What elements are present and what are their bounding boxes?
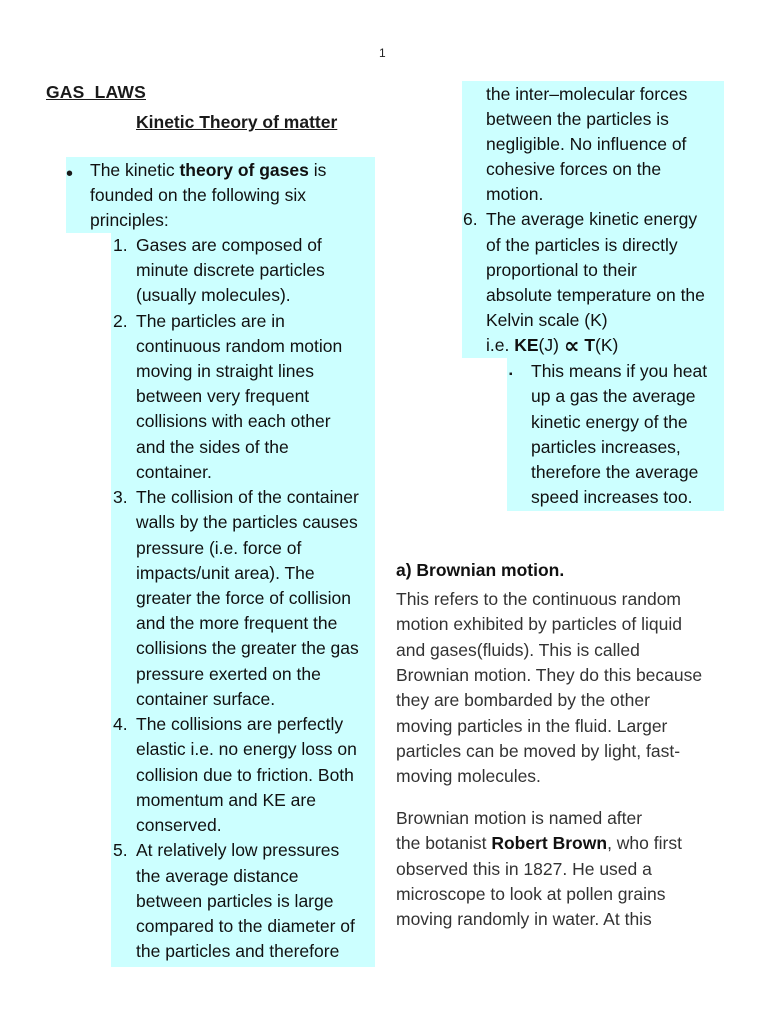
brownian-para-line: observed this in 1827. He used a	[396, 859, 652, 879]
principle-number: 4.	[113, 714, 128, 734]
brownian-para-line: moving molecules.	[396, 766, 541, 786]
principle-number: 6.	[463, 209, 478, 229]
brownian-para-line: Brownian motion. They do this because	[396, 665, 703, 685]
principle-line: moving in straight lines	[136, 361, 314, 381]
square-bullet-icon: ▪	[509, 369, 513, 380]
continued-line: negligible. No influence of	[486, 134, 687, 154]
principle-line: and the more frequent the	[136, 613, 338, 633]
principle-line: (usually molecules).	[136, 285, 291, 305]
principle-line: elastic i.e. no energy loss on	[136, 739, 357, 759]
principle-line: The collision of the container	[136, 487, 359, 507]
brownian-para-line: particles can be moved by light, fast-	[396, 741, 681, 761]
proportional-symbol-icon: ∝	[563, 333, 580, 358]
principle-line: absolute temperature on the	[486, 285, 705, 305]
principle-number: 2.	[113, 311, 128, 331]
continued-line: cohesive forces on the	[486, 159, 662, 179]
sub-bullet-line: particles increases,	[531, 437, 681, 457]
principle-line: At relatively low pressures	[136, 840, 340, 860]
principle-line: and the sides of the	[136, 437, 289, 457]
brownian-para-line: This refers to the continuous random	[396, 589, 682, 609]
brownian-para-line: motion exhibited by particles of liquid	[396, 614, 682, 634]
principle-line: Kelvin scale (K)	[486, 310, 608, 330]
principle-line: greater the force of collision	[136, 588, 351, 608]
principle-number: 1.	[113, 235, 128, 255]
principle-line: collision due to friction. Both	[136, 765, 354, 785]
brownian-para-line: Brownian motion is named after	[396, 808, 643, 828]
brownian-para-line: and gases(fluids). This is called	[396, 640, 640, 660]
principle-line: container surface.	[136, 689, 276, 709]
continued-line: the inter–molecular forces	[486, 84, 688, 104]
sub-bullet-line: up a gas the average	[531, 386, 696, 406]
principle-line: the average distance	[136, 866, 299, 886]
principle-line: the particles and therefore	[136, 941, 340, 961]
principle-line: conserved.	[136, 815, 222, 835]
principle-line: continuous random motion	[136, 336, 343, 356]
brownian-para-line: they are bombarded by the other	[396, 690, 650, 710]
sub-bullet-line: therefore the average	[531, 462, 699, 482]
principle-line: momentum and KE are	[136, 790, 316, 810]
principle-line: The particles are in	[136, 311, 285, 331]
principle-line: walls by the particles causes	[136, 512, 358, 532]
page-number: 1	[379, 46, 386, 60]
principle-line: collisions with each other	[136, 411, 331, 431]
principle-line: pressure exerted on the	[136, 664, 321, 684]
brownian-para-line: moving particles in the fluid. Larger	[396, 716, 668, 736]
sub-bullet-line: kinetic energy of the	[531, 412, 688, 432]
section-subtitle: Kinetic Theory of matter	[136, 112, 338, 132]
brownian-para-line: moving randomly in water. At this	[396, 909, 652, 929]
principle-line: between particles is large	[136, 891, 334, 911]
principle-line: The collisions are perfectly	[136, 714, 344, 734]
formula-line: i.e. KE(J) ∝ T(K)	[486, 333, 619, 358]
brownian-para-line: the botanist Robert Brown, who first	[396, 833, 682, 853]
bullet-dot-icon: •	[66, 163, 74, 185]
principle-line: impacts/unit area). The	[136, 563, 315, 583]
intro-line-2: founded on the following six	[90, 185, 306, 205]
principle-line: The average kinetic energy	[486, 209, 698, 229]
intro-line-1: The kinetic theory of gases is	[90, 160, 327, 180]
principle-line: of the particles is directly	[486, 235, 678, 255]
sub-bullet-line: speed increases too.	[531, 487, 693, 507]
principle-line: minute discrete particles	[136, 260, 325, 280]
principle-line: compared to the diameter of	[136, 916, 355, 936]
principle-line: pressure (i.e. force of	[136, 538, 302, 558]
principle-line: container.	[136, 462, 212, 482]
sub-bullet-line: This means if you heat	[531, 361, 708, 381]
intro-line-3: principles:	[90, 210, 169, 230]
principle-number: 3.	[113, 487, 128, 507]
brownian-para-line: microscope to look at pollen grains	[396, 884, 666, 904]
principle-line: proportional to their	[486, 260, 637, 280]
continued-line: between the particles is	[486, 109, 669, 129]
page-title: GAS LAWS	[46, 82, 146, 102]
principle-line: collisions the greater the gas	[136, 638, 359, 658]
principle-line: Gases are composed of	[136, 235, 322, 255]
brownian-heading: a) Brownian motion.	[396, 560, 565, 580]
continued-line: motion.	[486, 184, 544, 204]
principle-line: between very frequent	[136, 386, 310, 406]
principle-number: 5.	[113, 840, 128, 860]
